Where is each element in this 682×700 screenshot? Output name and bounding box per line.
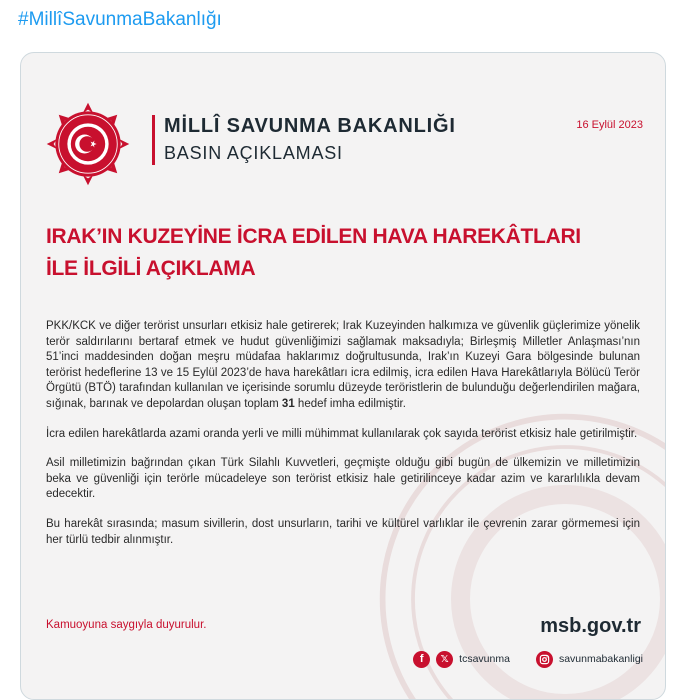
release-date: 16 Eylül 2023 (576, 119, 643, 131)
press-release-image[interactable] (20, 52, 666, 700)
paragraph-1 (46, 319, 640, 413)
headline (46, 221, 646, 285)
social-handles (413, 649, 643, 669)
header-divider (152, 115, 155, 165)
paragraph-1-tail: hedef imha edilmiştir. (298, 398, 406, 410)
ministry-logo-icon (45, 101, 131, 187)
paragraph-1-text: PKK/KCK ve diğer terörist unsurları etkisiz hale getirerek; Irak Kuzeyinden halkımıza ve güvenlik güçlerimize yönelik terör saldırılarını bertaraf etmek ve hudut güvenliğimizi sağlamak maksadıyla; Birleşmiş Milletler Anlaşması’nın 51’inci maddesinden doğan meşru müdafaa haklarımız doğrultusunda, Irak’ın Kuzeyi Gara bölgesinde bulunan terörist hedeflerine 13 ve 15 Eylül 2023’de hava harekâtları icra edilmiş, icra edilen Hava Harekâtlarıyla Bölücü Terör Örgütü (BTÖ) tarafından kullanılan ve içerisinde sorumlu düzeyde teröristlerin de bulunduğu değerlendirilen mağara, sığınak, barınak ve depolardan oluşan toplam (46, 320, 640, 410)
target-count: 31 (282, 398, 295, 410)
instagram-handle: savunmabakanligi (559, 653, 643, 665)
paragraph-4: Bu harekât sırasında; masum sivillerin, dost unsurların, tarihi ve kültürel varlıklar ile çevrenin zarar görmemesi için her türlü tedbir alınmıştır. (46, 517, 640, 548)
x-icon: 𝕏 (436, 651, 453, 668)
organization-name: MİLLÎ SAVUNMA BAKANLIĞI (164, 115, 456, 138)
document-type: BASIN AÇIKLAMASI (164, 143, 343, 164)
paragraph-2: İcra edilen harekâtlarda azami oranda yerli ve milli mühimmat kullanılarak çok sayıda terörist etkisiz hale getirilmiştir. (46, 427, 640, 443)
hashtag-link[interactable]: #MillîSavunmaBakanlığı (18, 9, 222, 31)
headline-line-2: İLE İLGİLİ AÇIKLAMA (46, 253, 646, 285)
facebook-icon: f (413, 651, 430, 668)
signoff: Kamuoyuna saygıyla duyurulur. (46, 619, 206, 631)
x-handle: tcsavunma (459, 653, 510, 665)
instagram-icon (536, 651, 553, 668)
paragraph-3: Asil milletimizin bağrından çıkan Türk Silahlı Kuvvetleri, geçmişte olduğu gibi bugün de ülkemizin ve milletimizin beka ve güvenliği için terörle mücadeleye son terörist etkisiz hale getirilinceye kadar azim ve kararlılıkla devam edecektir. (46, 456, 640, 503)
statement-body (46, 319, 640, 562)
headline-line-1: IRAK’IN KUZEYİNE İCRA EDİLEN HAVA HAREKÂTLARI (46, 221, 646, 253)
website-label: msb.gov.tr (540, 615, 641, 638)
